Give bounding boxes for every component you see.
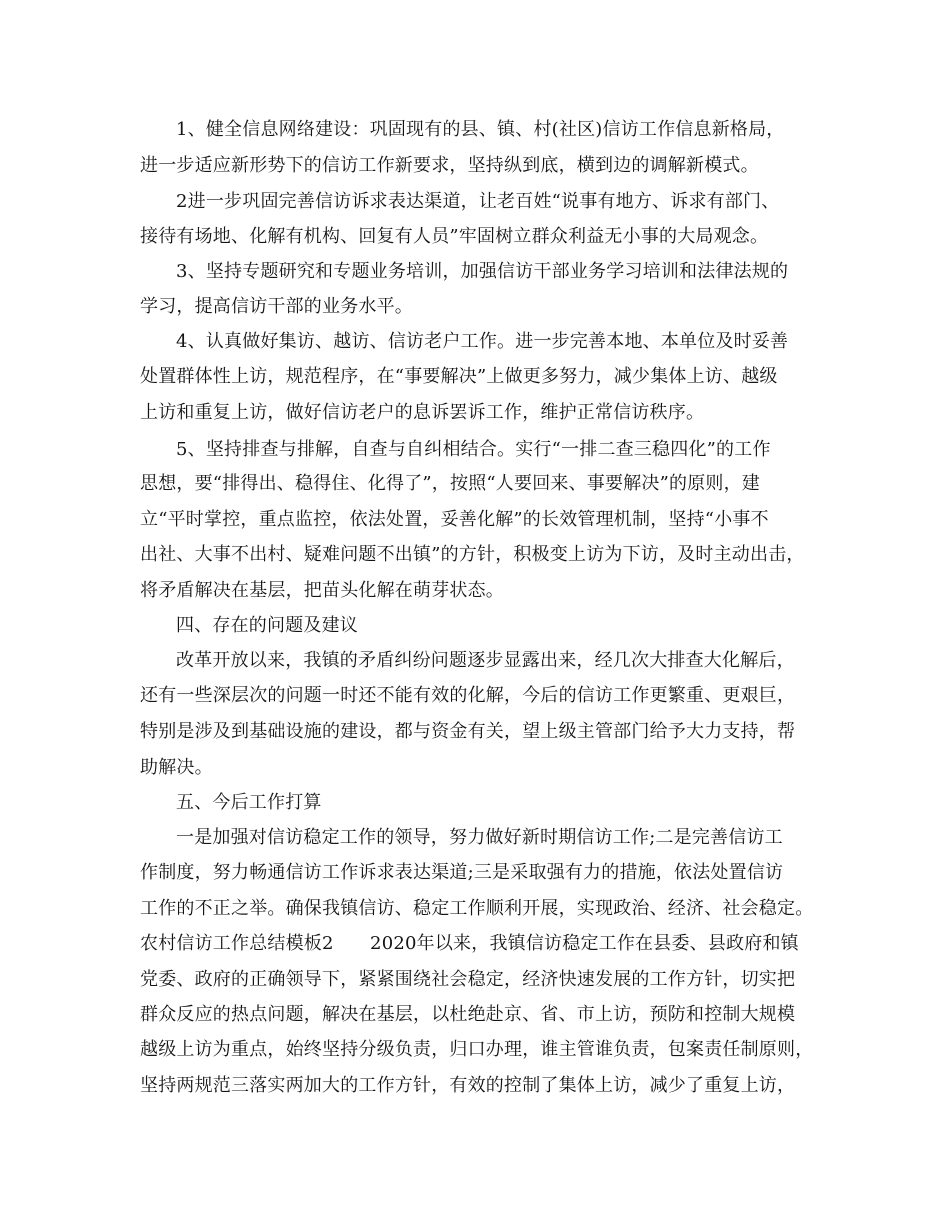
paragraph-line: 上访和重复上访，做好信访老户的息诉罢诉工作，维护正常信访秩序。 <box>140 402 705 423</box>
paragraph-line: 思想，要“排得出、稳得住、化得了”，按照“人要回来、事要解决”的原则，建 <box>140 473 761 494</box>
paragraph-line: 工作的不正之举。确保我镇信访、稳定工作顺利开展，实现政治、经济、社会稳定。 <box>140 898 814 919</box>
section-heading: 四、存在的问题及建议 <box>176 615 358 636</box>
paragraph-line: 2进一步巩固完善信访诉求表达渠道，让老百姓“说事有地方、诉求有部门、 <box>176 191 780 212</box>
paragraph-line: 助解决。 <box>140 757 213 778</box>
paragraph-line: 还有一些深层次的问题一时还不能有效的化解，今后的信访工作更繁重、更艰巨， <box>140 685 796 706</box>
paragraph-line: 接待有场地、化解有机构、回复有人员”牢固树立群众利益无小事的大局观念。 <box>140 226 769 247</box>
paragraph-line: 4、认真做好集访、越访、信访老户工作。进一步完善本地、本单位及时妥善 <box>176 331 789 352</box>
paragraph-line: 越级上访为重点，始终坚持分级负责，归口办理，谁主管谁负责，包案责任制原则， <box>140 1039 814 1060</box>
paragraph-line: 党委、政府的正确领导下，紧紧围绕社会稳定，经济快速发展的工作方针，切实把 <box>140 969 796 990</box>
section-heading: 五、今后工作打算 <box>176 792 322 813</box>
paragraph-line: 5、坚持排查与排解，自查与自纠相结合。实行“一排二查三稳四化”的工作 <box>176 439 771 460</box>
paragraph-line: 立“平时掌控，重点监控，依法处置，妥善化解”的长效管理机制，坚持“小事不 <box>140 509 769 530</box>
paragraph-line: 一是加强对信访稳定工作的领导，努力做好新时期信访工作;二是完善信访工 <box>176 827 783 848</box>
paragraph-line: 出社、大事不出村、疑难问题不出镇”的方针，积极变上访为下访，及时主动出击， <box>140 544 805 565</box>
paragraph-line: 1、健全信息网络建设：巩固现有的县、镇、村(社区)信访工作信息新格局， <box>176 119 785 140</box>
paragraph-line: 群众反应的热点问题，解决在基层，以杜绝赴京、省、市上访，预防和控制大规模 <box>140 1004 796 1025</box>
paragraph-line: 农村信访工作总结模板2 2020年以来，我镇信访稳定工作在县委、县政府和镇 <box>140 933 799 954</box>
paragraph-line: 学习，提高信访干部的业务水平。 <box>140 296 413 317</box>
paragraph-line: 改革开放以来，我镇的矛盾纠纷问题逐步显露出来，经几次大排查大化解后， <box>176 650 795 671</box>
paragraph-line: 3、坚持专题研究和专题业务培训，加强信访干部业务学习培训和法律法规的 <box>176 261 789 282</box>
paragraph-line: 坚持两规范三落实两加大的工作方针，有效的控制了集体上访，减少了重复上访， <box>140 1075 796 1096</box>
paragraph-line: 将矛盾解决在基层，把苗头化解在萌芽状态。 <box>140 580 504 601</box>
paragraph-line: 进一步适应新形势下的信访工作新要求，坚持纵到底，横到边的调解新模式。 <box>140 155 759 176</box>
paragraph-line: 作制度，努力畅通信访工作诉求表达渠道;三是采取强有力的措施，依法处置信访 <box>140 862 784 883</box>
paragraph-line: 处置群体性上访，规范程序，在“事要解决”上做更多努力，减少集体上访、越级 <box>140 366 778 387</box>
paragraph-line: 特别是涉及到基础设施的建设，都与资金有关，望上级主管部门给予大力支持，帮 <box>140 721 796 742</box>
